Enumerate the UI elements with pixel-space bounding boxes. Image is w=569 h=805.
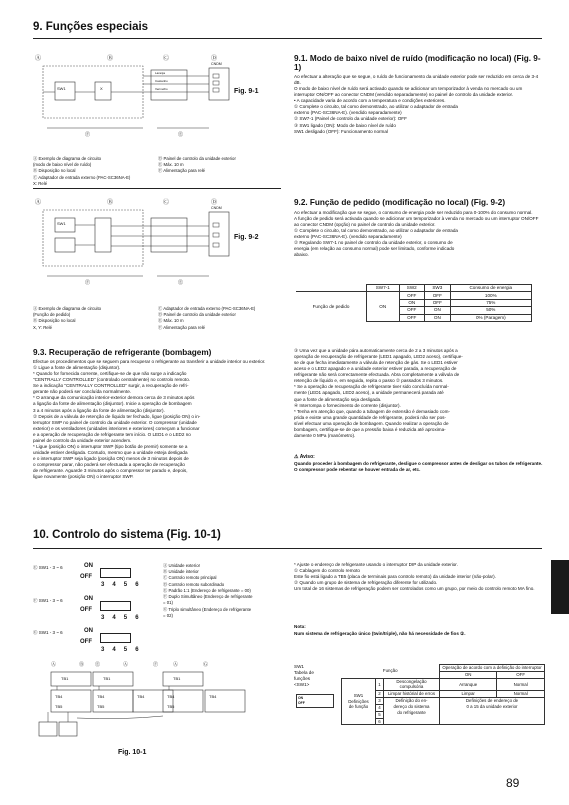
demand-h1: SW7-1 xyxy=(366,285,399,292)
fig-9-1-svg xyxy=(33,52,269,152)
wire-orange: Laranja xyxy=(155,71,166,75)
tb-label: TB4 xyxy=(55,694,63,699)
title-rule xyxy=(33,38,542,39)
switch-e-on: ON xyxy=(84,563,93,569)
switch-g xyxy=(33,630,63,636)
switch-e-digits: 3 4 5 6 xyxy=(101,582,142,588)
sw1-label: SW1 xyxy=(57,86,66,91)
function-table xyxy=(341,664,545,725)
fig-10-1-diagram xyxy=(33,662,273,742)
section-9-1-title: 9.1. Modo de baixo nível de ruído (modificação no local) (Fig. 9-1) xyxy=(294,54,541,73)
marker-b2: Ⓑ xyxy=(107,200,114,206)
sw1-label-2: SW1 xyxy=(57,221,66,226)
warning-text: Quando proceder à bombagem do refrigerante, desligue o compressor antes de desligar os tubos de refrigerante. O compressor pode rebentar se houver entrada de ar, etc. xyxy=(294,460,543,472)
wire-brown: Castanho xyxy=(155,79,168,83)
demand-cell: 75% xyxy=(450,299,531,306)
warning-block xyxy=(294,454,546,473)
fig-9-1-diagram xyxy=(33,52,269,152)
section-9-3-col1: Efectue os procedimentos que se seguem para recuperar o refrigerante ao transferir a unidade interior ou exterior. ① Ligue a fonte de alimentação (disjuntor). * Quando for fornecida corrente, certifique-se de que não surge a indicação "CENTRALLY CONTROLLED" (controlado centralmente) no controlo remoto. Se a indicação "CENTRALLY CONTROLLED" surgir, a recuperação de refri- gerante não poderá ser concluída normalmente. * O arranque da comunicação interior-exterior demora cerca de 3 minutos após a ligação da fonte de alimentação (disjuntor). Inicie a operação de bombagem 3 a 4 minutos após a ligação da fonte de alimentação (disjuntor). ② Depois de a válvula de retenção de líquido ter fechado, ligue (posição ON) o in- terruptor SWP no painel de controlo da unidade exterior. O compressor (unidade exterior) e os ventiladores (unidades interiores e exteriores) começam a funcionar e a operação de recuperação de refrigerante tem início. O LED1 e o LED2 no painel de controlo da unidade exterior acendem. * Ligue (posição ON) o interruptor SWP (tipo botão de premir) somente se a unidade estiver desligada. Contudo, mesmo que a unidade esteja desligada e o interruptor SWP seja ligado (posição ON) menos de 3 minutos depois de o compressor parar, não poderá ser efectuada a operação de recuperação de refrigerante. Aguarde 3 minutos após o compressor ter parado e, depois, ligue novamente (posição ON) o interruptor SWP. xyxy=(33,359,266,480)
fn-num: 6 xyxy=(376,718,384,725)
fig10-mk-a3: Ⓐ xyxy=(173,662,179,668)
marker-c2: Ⓒ xyxy=(163,200,170,206)
demand-cell: ON xyxy=(425,314,451,321)
fn-off: Normal xyxy=(497,678,545,691)
demand-cell: OFF xyxy=(425,292,451,299)
tb-label: TB5 xyxy=(97,704,105,709)
dip-off: OFF xyxy=(298,701,305,705)
marker-a: Ⓐ xyxy=(35,56,42,62)
marker-f2: Ⓕ xyxy=(85,280,91,286)
tb-label: TB5 xyxy=(167,704,175,709)
fn-func: Limpar histórial de erros xyxy=(384,691,440,698)
fn-func: Definição do en- dereço do sistema do refrigerante xyxy=(384,698,440,725)
fig-10-1-label: Fig. 10-1 xyxy=(118,749,147,756)
fig-9-2-label: Fig. 9-2 xyxy=(234,234,259,241)
tb-label: TB4 xyxy=(97,694,105,699)
cndm-label-2: CNDM xyxy=(211,206,222,210)
switch-f-marker: Ⓕ xyxy=(33,598,38,603)
demand-sw71: ON xyxy=(366,292,399,322)
fn-num: 2 xyxy=(376,691,384,698)
fn-num: 1 xyxy=(376,678,384,691)
fn-h-blank xyxy=(342,665,440,679)
tb-label: TB5 xyxy=(55,704,63,709)
dip-on: ON xyxy=(298,696,304,700)
fig-10-1-svg xyxy=(33,662,273,742)
switch-g-marker: Ⓖ xyxy=(33,630,38,635)
warning-icon: ⚠ xyxy=(294,454,299,460)
switch-g-box xyxy=(100,633,131,643)
switch-g-off: OFF xyxy=(80,639,92,645)
fn-merged: Definições de endereço de 0 a 15 da unidade exterior xyxy=(440,698,545,725)
fig-9-2-legend-left: Ⓐ Exemplo de diagrama de circuito (Função de pedido) Ⓑ Disposição no local X, Y: Relé xyxy=(33,306,102,330)
fn-h-on: ON xyxy=(440,671,497,678)
demand-h3: SW3 xyxy=(425,285,451,292)
marker-d2: Ⓓ xyxy=(211,200,218,206)
fn-h-op: Operação de acordo com a definição do interruptor xyxy=(440,665,545,672)
section-10-notes: * Ajuste o endereço de refrigerante usando o interruptor DIP da unidade exterior. ① Cablagem do controlo remoto Este fio está ligado a TB5 (placa de terminais para controlo remoto) da unidade interior (não-polar). ② Quando um grupo de sistema de refrigeração diferente for utilizado. Um total de 16 sistemas de refrigeração podem ser controlados como um grupo, por meio do controlo remoto MA fino. xyxy=(294,562,535,592)
switch-e xyxy=(33,565,63,571)
table-row xyxy=(342,678,545,691)
tb-label: TB4 xyxy=(209,694,217,699)
fig-9-1-legend-right: Ⓓ Painel de controlo da unidade exterior Ⓔ Máx. 10 m Ⓕ Alimentação para relé xyxy=(158,156,236,174)
switch-g-digits: 3 4 5 6 xyxy=(101,647,142,653)
fn-h-func: Função xyxy=(382,668,398,674)
fn-num: 3 xyxy=(376,698,384,705)
table-row xyxy=(296,292,532,299)
tb-label: TB1 xyxy=(103,676,111,681)
fn-num: 4 xyxy=(376,704,384,711)
wire-red: Vermelho xyxy=(155,87,168,91)
fig10-mk-b: Ⓑ xyxy=(79,662,85,668)
fn-on: Arranque xyxy=(440,678,497,691)
demand-cell: OFF xyxy=(399,307,425,314)
section-9-1-body: Ao efectuar a alteração que se segue, o ruído de funcionamento da unidade exterior pode ser reduzido em cerca de 3-4 dB. O modo de baixo nível de ruído será activado quando se adicionar um temporizador à venda no mercado ou um interruptor ON/OFF ao conector CNDM (vendido separadamente) no painel de controlo da unidade exterior. • A capacidade varia de acordo com a temperatura e condições exteriores. ① Complete o circuito, tal como demonstrado, ao utilizar o adaptador de entrada externo (PAC-SC36NA-E). (vendido separadamente) ② SW7-1 (Painel de controlo da unidade exterior): OFF ③ SW1 ligado (ON): Modo de baixo nível de ruído SW1 desligado (OFF): Funcionamento normal xyxy=(294,74,539,134)
fig-9-1-label: Fig. 9-1 xyxy=(234,88,259,95)
sw1-table-title: SW1 Tabela de funções <SW1> xyxy=(294,664,314,688)
fig10-mk-a2: Ⓐ xyxy=(123,662,129,668)
demand-cell: ON xyxy=(399,299,425,306)
function-table-header xyxy=(342,665,545,672)
fn-func: Descongelação compulsória xyxy=(384,678,440,691)
relay-x-label: X xyxy=(100,86,103,91)
marker-e: Ⓔ xyxy=(178,132,184,138)
switch-g-label: SW1 - 3 ~ 6 xyxy=(38,630,63,635)
fig10-mk-a1: Ⓐ xyxy=(51,662,57,668)
demand-h2: SW2 xyxy=(399,285,425,292)
demand-row-label: Função de pedido xyxy=(296,292,366,322)
page-title: 9. Funções especiais xyxy=(33,21,149,33)
fn-off: Normal xyxy=(497,691,545,698)
note-title: Nota: xyxy=(294,624,306,629)
fn-on: Limpar xyxy=(440,691,497,698)
demand-h0 xyxy=(296,285,366,292)
fig-9-2-svg xyxy=(33,196,269,292)
demand-cell: ON xyxy=(425,307,451,314)
rule-section10 xyxy=(33,548,542,549)
switch-f-on: ON xyxy=(84,596,93,602)
fig-9-2-diagram xyxy=(33,196,269,292)
switch-f-box xyxy=(100,601,131,611)
fn-group: SW1 Definições de função xyxy=(342,678,376,725)
demand-cell: OFF xyxy=(399,292,425,299)
switch-e-off: OFF xyxy=(80,574,92,580)
marker-d: Ⓓ xyxy=(211,56,218,62)
fig-9-2-legend-right: Ⓒ Adaptador de entrada externo (PAC-SC36NA-E) Ⓓ Painel de controlo da unidade exterior Ⓔ Máx. 10 m Ⓕ Alimentação para relé xyxy=(158,306,256,330)
sw1-dip-icon xyxy=(296,694,334,708)
switch-e-box xyxy=(100,568,131,578)
marker-a2: Ⓐ xyxy=(35,200,42,206)
marker-b: Ⓑ xyxy=(107,56,114,62)
marker-c: Ⓒ xyxy=(163,56,170,62)
marker-f: Ⓕ xyxy=(85,132,91,138)
switch-f-off: OFF xyxy=(80,607,92,613)
fig-9-1-legend-left: Ⓐ Exemplo de diagrama de circuito (modo de baixo nível de ruído) Ⓑ Disposição no local Ⓒ Adaptador de entrada externo (PAC-SC36NA-E) X: Relé xyxy=(33,156,131,186)
fig10-mk-e: Ⓔ xyxy=(95,662,101,668)
note-text: Num sistema de refrigeração único (twin/triple), não há necessidade de fios ②. xyxy=(294,631,466,636)
switch-g-on: ON xyxy=(84,628,93,634)
section-10-legend: Ⓐ Unidade exterior Ⓑ Unidade interior Ⓒ Controlo remoto principal Ⓓ Controlo remoto subordinado Ⓔ Padrão 1:1 (Endereço de refrigerante = 00) Ⓕ Duplo Simultâneo (Endereço de refrigerante = 01) Ⓖ Triplo simultâneo (Endereço de refrigerante = 02) xyxy=(163,563,253,618)
demand-cell: 50% xyxy=(450,307,531,314)
switch-e-label: SW1 - 3 ~ 6 xyxy=(38,565,63,570)
fn-h-off: OFF xyxy=(497,671,545,678)
cndm-label: CNDM xyxy=(211,62,222,66)
tb-label: TB4 xyxy=(167,694,175,699)
switch-f-digits: 3 4 5 6 xyxy=(101,615,142,621)
demand-cell: 100% xyxy=(450,292,531,299)
demand-cell: OFF xyxy=(425,299,451,306)
section-9-2-title: 9.2. Função de pedido (modificação no local) (Fig. 9-2) xyxy=(294,198,506,207)
switch-e-marker: Ⓔ xyxy=(33,565,38,570)
section-9-3-title: 9.3. Recuperação de refrigerante (bombagem) xyxy=(33,348,212,357)
warning-title: Aviso: xyxy=(299,454,315,460)
section-10-title: 10. Controlo do sistema (Fig. 10-1) xyxy=(33,529,221,541)
demand-table xyxy=(296,284,532,322)
marker-e2: Ⓔ xyxy=(178,280,184,286)
fn-num: 5 xyxy=(376,711,384,718)
tb-label: TB1 xyxy=(173,676,181,681)
tb-label: TB4 xyxy=(137,694,145,699)
page-number: 89 xyxy=(506,776,520,790)
tb-label: TB1 xyxy=(61,676,69,681)
demand-cell: OFF xyxy=(399,314,425,321)
demand-table-header xyxy=(296,285,532,292)
section-9-3-col2: ③ Uma vez que a unidade pára automaticamente cerca de 2 a 3 minutos após a operação de recuperação de refrigerante (LED1 apagado, LED2 aceso), certifique- se de que fecha imediatamente a válvula de retenção de gás. Se o LED1 estiver aceso e o LED2 apagado e a unidade exterior estiver parada, a recuperação de refrigerante não será correctamente efectuada. Abra completamente a válvula de retenção de líquido e, em seguida, repita o passo ② passados 3 minutos. * Se a operação de recuperação de refrigerante tiver sido concluída normal- mente (LED1 apagado, LED2 aceso), a unidade permanecerá parada até que a fonte de alimentação seja desligada. ④ Interrompa o fornecimento de corrente (disjuntor). * Tenha em atenção que, quando a tubagem de extensão é demasiado com- prida e existe uma grande quantidade de refrigerante, poderá não ser pos- sível efectuar uma operação de bombagem. Quando realizar a operação de bombagem, certifique-se de que a pressão baixa é reduzida até aproxima- damente 0 MPa (manómetro). xyxy=(294,348,463,438)
fig10-mk-g: Ⓖ xyxy=(203,662,209,668)
switch-f xyxy=(33,598,63,604)
demand-cell: 0% (Paragem) xyxy=(450,314,531,321)
demand-h4: Consumo de energia xyxy=(450,285,531,292)
section-9-2-body: Ao efectuar a modificação que se segue, o consumo de energia pode ser reduzido para 0-100% do consumo normal. A função de pedido será activada quando se adicionar um temporizador à venda no mercado ou um interruptor ON/OFF ao conector CNDM (opção) no painel de controlo da unidade exterior. ① Complete o circuito, tal como demonstrado, ao utilizar o adaptador de entrada externo (PAC-SC36NA-E). (vendido separadamente) ② Regulando SW7-1 no painel de controlo da unidade exterior, o consumo de energia (em relação ao consumo normal) pode ser limitado, conforme indicado abaixo. xyxy=(294,210,539,258)
warning-heading xyxy=(294,454,546,461)
rule-fig91 xyxy=(33,188,281,189)
switch-f-label: SW1 - 3 ~ 6 xyxy=(38,598,63,603)
fig10-mk-f: Ⓕ xyxy=(153,662,159,668)
section-tab xyxy=(551,560,569,614)
